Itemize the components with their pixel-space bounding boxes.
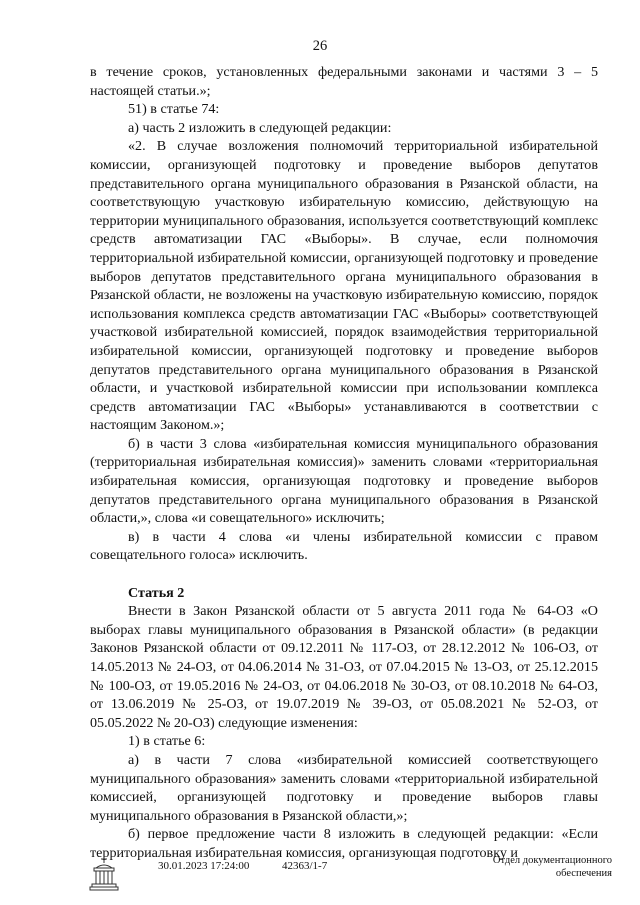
paragraph-subitem-a: а) часть 2 изложить в следующей редакции: [128,119,392,136]
paragraph-item-1-a: а) в части 7 слова «избирательной комиссией соответствующего муниципального образования» заменить словами «территориальной избирательной комиссией, организующей подготовку и проведение выборов главы муниципального образования в Рязанской области,»; [90,751,598,824]
footer-department [432,854,612,880]
paragraph-quoted-part-2: «2. В случае возложения полномочий территориальной избирательной комиссии, организующей подготовку и проведение выборов депутатов представительного органа муниципального образования в Рязанской области, на соответствующую участковую избирательную комиссию, действующую на территории муниципального образования, используется соответствующий комплекс средств автоматизации ГАС «Выборы». В случае, если полномочия территориальной избирательной комиссии, организующей подготовку и проведение выборов депутатов представительного органа муниципального образования в Рязанской области, не возложены на участковую избирательную комиссию, порядок использования комплекса средств автоматизации ГАС «Выборы» соответствующей участковой избирательной комиссией, порядок взаимодействия территориальной избирательной комиссии, организующей подготовку и проведение выборов депутатов представительного органа муниципального образования в Рязанской области, и участковой избирательной комиссии при использовании комплекса средств автоматизации ГАС «Выборы» устанавливаются в соответствии с настоящим Законом.»; [90,138,598,434]
paragraph-continuation: в течение сроков, установленных федеральными законами и частями 3 – 5 настоящей статьи.»; [90,64,598,99]
paragraph-subitem-b: б) в части 3 слова «избирательная комиссия муниципального образования (территориальная избирательная комиссия)» заменить словами «территориальная избирательная комиссия, организующая подготовку и проведение выборов депутатов представительного органа муниципального образования в Рязанской области,», слова «и совещательного» исключить; [90,435,598,527]
paragraph-item-1: 1) в статье 6: [128,733,206,750]
paragraph-article-2-intro: Внести в Закон Рязанской области от 5 августа 2011 года № 64-ОЗ «О выборах главы муниципального образования в Рязанской области» (в редакции Законов Рязанской области от 09.12.2011 № 117-ОЗ, от 28.12.2012 № 106-ОЗ, от 14.05.2013 № 24-ОЗ, от 04.06.2014 № 31-ОЗ, от 07.04.2015 № 13-ОЗ, от 25.12.2015 № 100-ОЗ, от 19.05.2016 № 24-ОЗ, от 04.06.2018 № 30-ОЗ, от 08.10.2018 № 64-ОЗ, от 13.06.2019 № 25-ОЗ, от 19.07.2019 № 39-ОЗ, от 05.08.2021 № 52-ОЗ, от 05.05.2022 № 20-ОЗ) следующие изменения: [90,603,598,731]
document-body [90,63,598,863]
paragraph-item-51: 51) в статье 74: [128,101,220,118]
regional-duma-emblem-icon [86,854,122,894]
paragraph-subitem-v: в) в части 4 слова «и члены избирательной комиссии с правом совещательного голоса» исключить. [90,528,598,564]
page-footer [0,850,640,900]
footer-registration-number: 42363/1-7 [282,860,328,872]
page-number: 26 [312,38,328,54]
paragraph-item-1-b: б) первое предложение части 8 изложить в следующей редакции: «Если территориальная избирательная комиссия, организующая подготовку и [90,826,598,861]
article-heading: Статья 2 [128,584,185,601]
footer-department-line-2: обеспечения [555,868,612,879]
footer-datetime: 30.01.2023 17:24:00 [158,860,250,872]
footer-department-line-1: Отдел документационного [492,855,612,866]
